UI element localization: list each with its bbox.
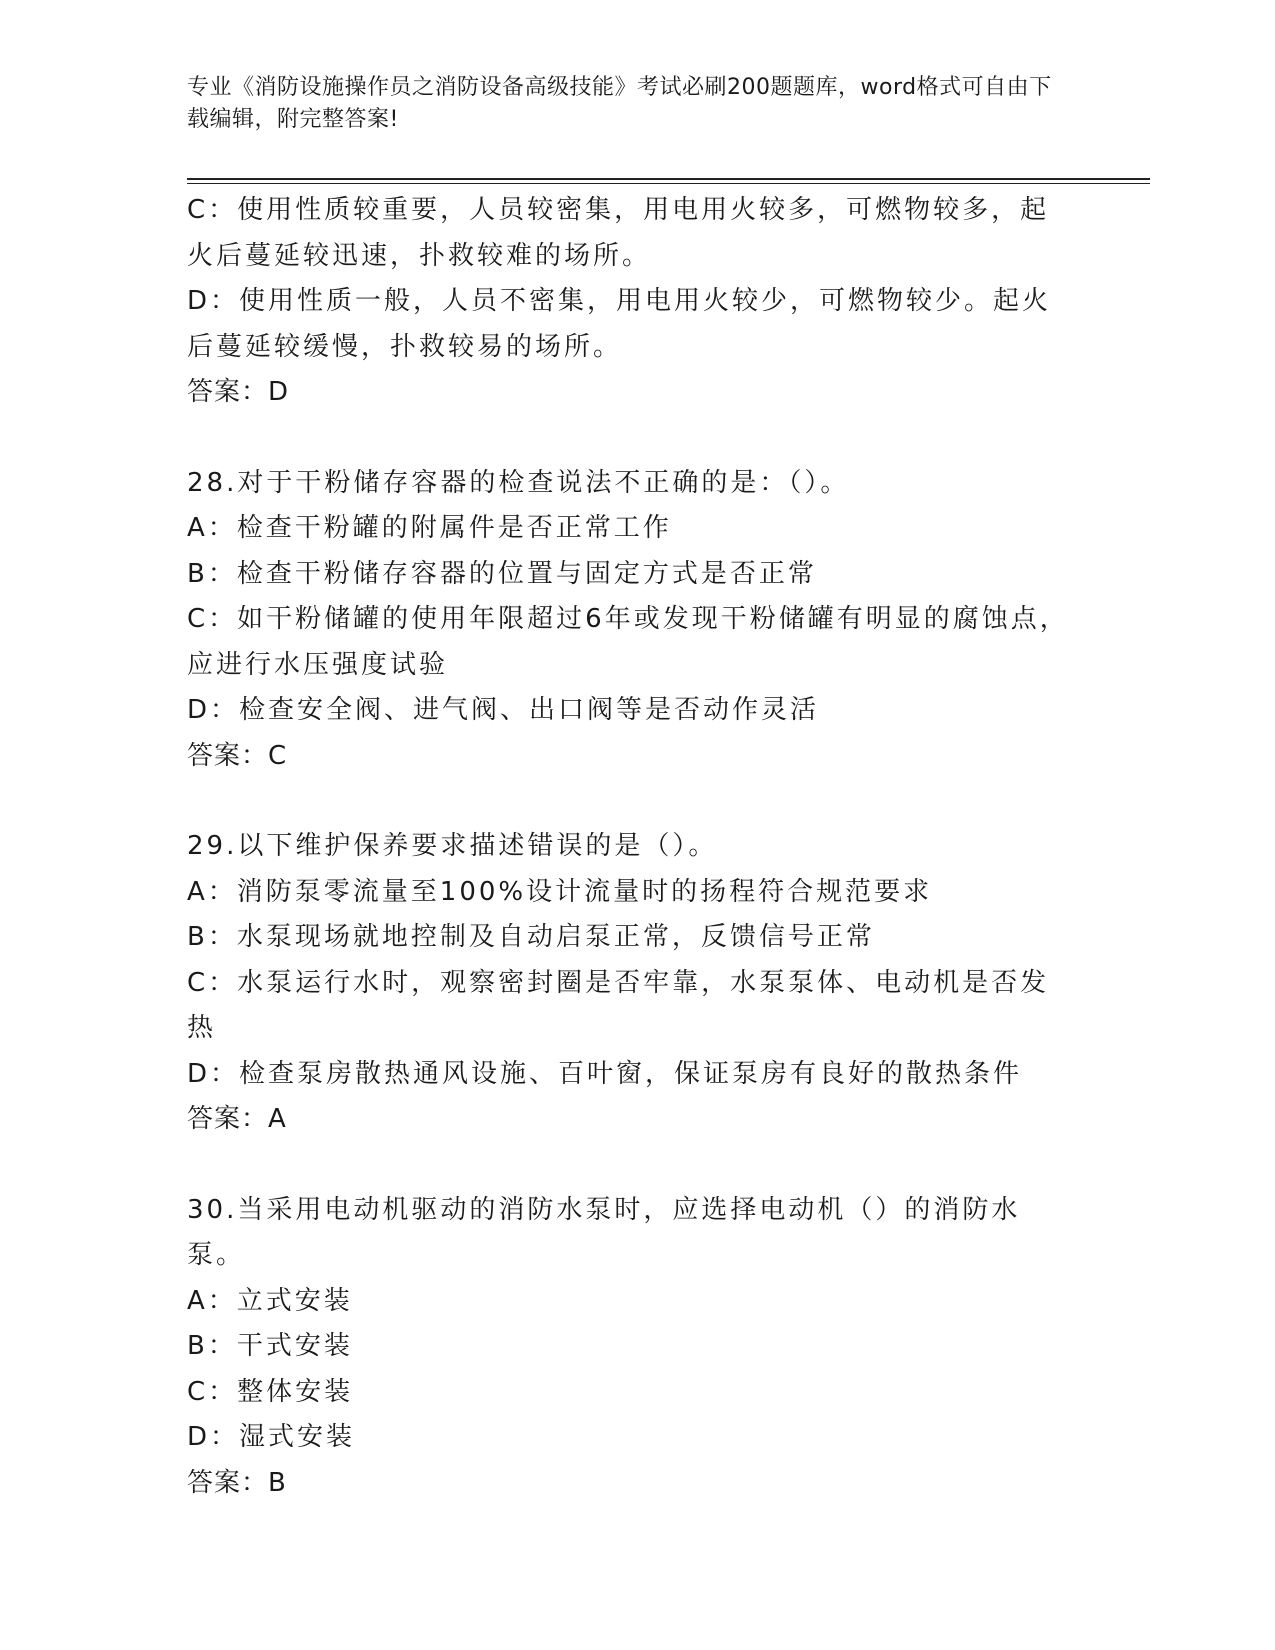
option-b: B：水泵现场就地控制及自动启泵正常，反馈信号正常	[187, 922, 875, 952]
option-c: C：如干粉储罐的使用年限超过6年或发现干粉储罐有明显的腐蚀点，应进行水压强度试验	[187, 604, 1069, 680]
option-b: B：检查干粉储存容器的位置与固定方式是否正常	[187, 558, 817, 589]
option-d: D：检查泵房散热通风设施、百叶窗，保证泵房有良好的散热条件	[187, 1058, 1023, 1089]
spacer	[187, 779, 1077, 824]
answer-line: 答案：A	[187, 1104, 287, 1134]
option-c: C：水泵运行水时，观察密封圈是否牢靠，水泵泵体、电动机是否发热	[187, 967, 1050, 1043]
option-d: D：检查安全阀、进气阀、出口阀等是否动作灵活	[187, 695, 820, 725]
header-divider-thick	[187, 178, 1150, 180]
question-content	[187, 188, 1077, 1506]
question-stem: 29.以下维护保养要求描述错误的是（）。	[187, 831, 718, 861]
spacer	[187, 1143, 1077, 1188]
previous-question-tail	[187, 188, 1077, 416]
document-header: 专业《消防设施操作员之消防设备高级技能》考试必刷200题题库，word格式可自由下载编辑，附完整答案!	[187, 75, 1052, 132]
question-28	[187, 461, 1077, 780]
answer-line: 答案：B	[187, 1467, 287, 1498]
header-divider-thin	[187, 183, 1150, 184]
option-d: D：湿式安装	[187, 1422, 356, 1452]
option-a: A：立式安装	[187, 1285, 353, 1316]
option-c: C：使用性质较重要，人员较密集，用电用火较多，可燃物较多，起火后蔓延较迅速，扑救较难的场所。	[187, 195, 1050, 271]
question-stem: 28.对于干粉储存容器的检查说法不正确的是：（）。	[187, 467, 850, 498]
option-c: C：整体安装	[187, 1376, 354, 1407]
answer-line: 答案：C	[187, 740, 288, 771]
spacer	[187, 416, 1077, 461]
option-a: A：消防泵零流量至100%设计流量时的扬程符合规范要求	[187, 876, 933, 907]
question-stem: 30.当采用电动机驱动的消防水泵时，应选择电动机（）的消防水泵。	[187, 1194, 1021, 1270]
option-b: B：干式安装	[187, 1331, 353, 1361]
answer-line: 答案：D	[187, 377, 290, 407]
option-d: D：使用性质一般，人员不密集，用电用火较少，可燃物较少。起火后蔓延较缓慢，扑救较易的场所。	[187, 286, 1052, 362]
question-29	[187, 824, 1077, 1143]
option-a: A：检查干粉罐的附属件是否正常工作	[187, 513, 672, 543]
question-30	[187, 1188, 1077, 1507]
